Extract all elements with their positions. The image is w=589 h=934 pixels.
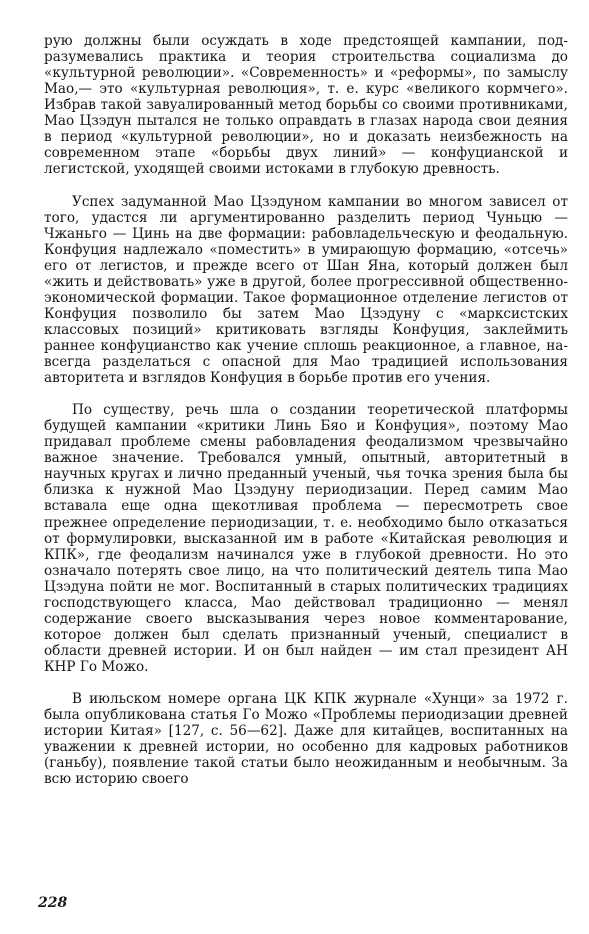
paragraph-theoretical-platform: По существу, речь шла о создании теоретической платформы будущей кампании «критики Линь Бяо и Конфуция», поэтому Мао придавал проблеме смены рабовладения феодализмом чрезвычайно важное значение. Требовался умный, опытный, авторитетный в научных кругах и лично преданный ученый, чья точка зрения была бы близка к нужной Мао Цзэдуну периодизации. Перед самим Мао вставала еще одна щекотливая проблема — пересмотреть свое прежнее определение периодизации, т. е. необходимо было отказаться от формулировки, высказанной им в работе «Китайская революция и КПК», где феодализм начинался уже в глубокой древности. Но это означало потерять свое лицо, на что политический деятель типа Мао Цзэдуна пойти не мог. Воспитанный в старых политических традициях господствующего класса, Мао действовал традиционно — менял содержание своего высказывания через новое комментарование, которое должен был сделать признанный ученый, специалист в области древней истории. И он был найден — им стал президент АН КНР Го Можо. (44, 402, 568, 675)
book-page (44, 33, 568, 787)
page-number: 228 (38, 895, 68, 911)
paragraph-campaign-success: Успех задуманной Мао Цзэдуном кампании во многом зависел от того, удастся ли аргументированно разделить период Чуньцю — Чжаньго — Цинь на две формации: рабовладельческую и феодальную. Конфуция надлежало «поместить» в умирающую формацию, «отсечь» его от легистов, и прежде всего от Шан Яна, который должен был «жить и действовать» уже в другой, более прогрессивной общественно-экономической формации. Такое формационное отделение легистов от Конфуция позволило бы затем Мао Цзэдуну с «марксистских классовых позиций» критиковать взгляды Конфуция, заклеймить раннее конфуцианство как учение сплошь реакционное, а главное, навсегда разделаться с опасной для Мао традицией использования авторитета и взглядов Конфуция в борьбе против его учения. (44, 193, 568, 387)
paragraph-continuation: рую должны были осуждать в ходе предстоящей кампании, подразумевались практика и теория строительства социализма до «культурной революции». «Современность» и «реформы», по замыслу Мао,— это «культурная революция», т. е. курс «великого кормчего». Избрав такой завуалированный метод борьбы со своими противниками, Мао Цзэдун пытался не только оправдать в глазах народа свои деяния в период «культурной революции», но и доказать неизбежность на современном этапе «борьбы двух линий» — конфуцианской и легистской, уходящей своими истоками в глубокую древность. (44, 33, 568, 178)
paragraph-hongqi-article: В июльском номере органа ЦК КПК журнале «Хунци» за 1972 г. была опубликована статья Го Можо «Проблемы периодизации древней истории Китая» [127, с. 56—62]. Даже для китайцев, воспитанных на уважении к древней истории, но особенно для кадровых работников (ганьбу), появление такой статьи было неожиданным и необычным. За всю историю своего (44, 691, 568, 788)
